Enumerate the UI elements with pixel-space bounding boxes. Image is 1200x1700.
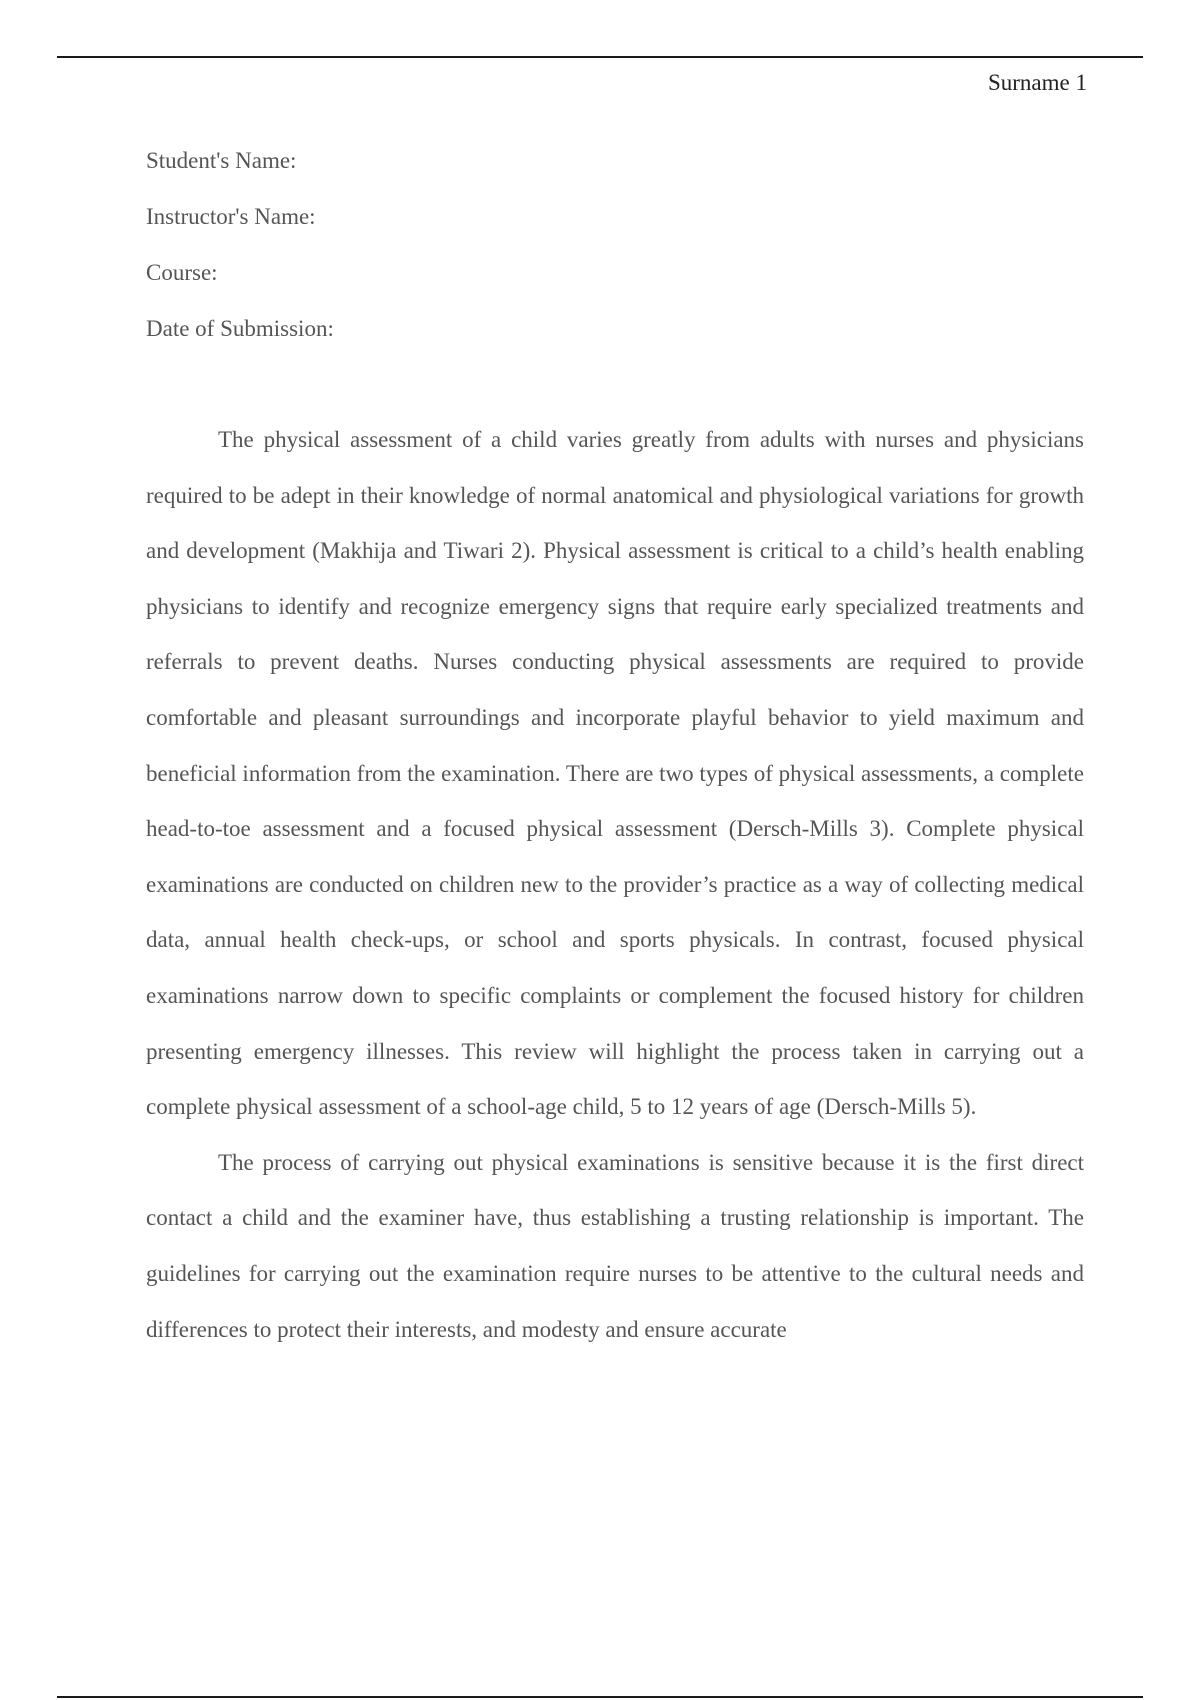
student-name-line: Student's Name: xyxy=(146,148,297,173)
running-head: Surname 1 xyxy=(987,70,1087,95)
header-block xyxy=(146,140,334,364)
date-of-submission-line: Date of Submission: xyxy=(146,316,334,341)
body-text xyxy=(146,412,1084,1357)
top-rule xyxy=(57,56,1143,58)
paragraph-1: The physical assessment of a child varies greatly from adults with nurses and physicians required to be adept in their knowledge of normal anatomical and physiological variations for growth and development (Makhija and Tiwari 2). Physical assessment is critical to a child’s health enabling physicians to identify and recognize emergency signs that require early specialized treatments and referrals to prevent deaths. Nurses conducting physical assessments are required to provide comfortable and pleasant surroundings and incorporate playful behavior to yield maximum and beneficial information from the examination. There are two types of physical assessments, a complete head-to-toe assessment and a focused physical assessment (Dersch-Mills 3). Complete physical examinations are conducted on children new to the provider’s practice as a way of collecting medical data, annual health check-ups, or school and sports physicals. In contrast, focused physical examinations narrow down to specific complaints or complement the focused history for children presenting emergency illnesses. This review will highlight the process taken in carrying out a complete physical assessment of a school-age child, 5 to 12 years of age (Dersch-Mills 5). xyxy=(146,427,1084,1120)
course-line: Course: xyxy=(146,260,218,285)
paragraph-2: The process of carrying out physical examinations is sensitive because it is the first direct contact a child and the examiner have, thus establishing a trusting relationship is important. The guidelines for carrying out the examination require nurses to be attentive to the cultural needs and differences to protect their interests, and modesty and ensure accurate xyxy=(146,1149,1084,1342)
bottom-rule xyxy=(57,1696,1143,1698)
instructor-name-line: Instructor's Name: xyxy=(146,204,316,229)
